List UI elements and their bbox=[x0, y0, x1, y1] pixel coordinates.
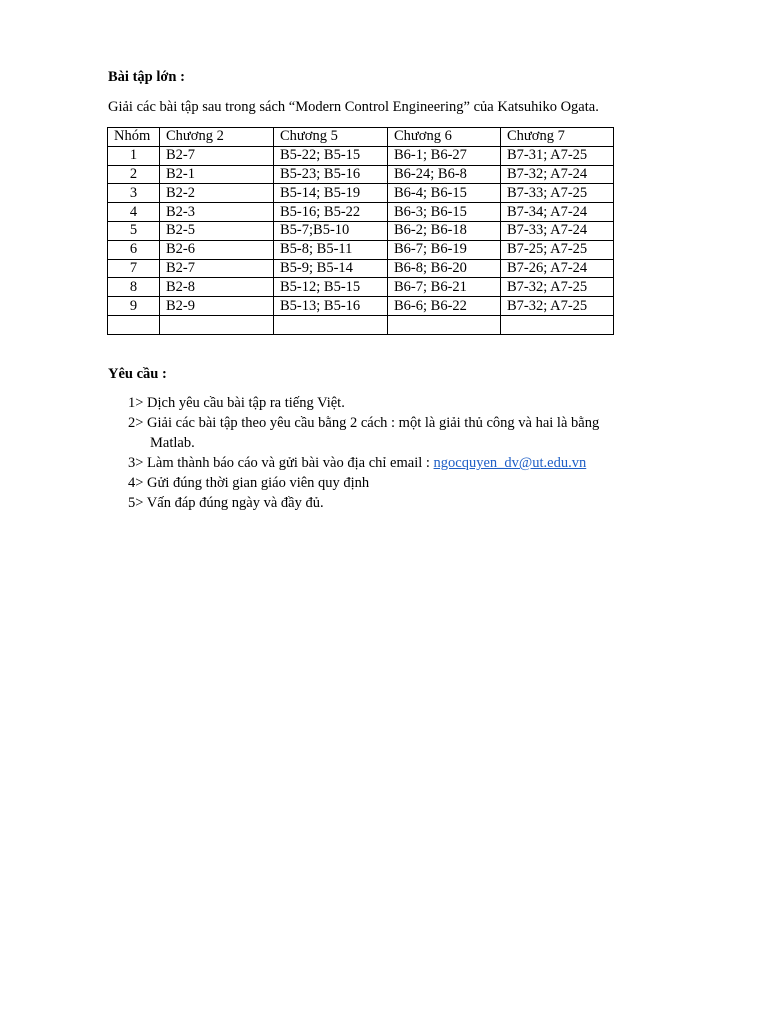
table-cell: 4 bbox=[108, 203, 160, 222]
table-header-cell: Chương 5 bbox=[274, 128, 388, 147]
table-cell: B7-33; A7-24 bbox=[501, 221, 614, 240]
table-cell: B5-9; B5-14 bbox=[274, 259, 388, 278]
table-row bbox=[108, 259, 614, 278]
table-cell: B5-8; B5-11 bbox=[274, 240, 388, 259]
table-cell bbox=[274, 315, 388, 334]
table-cell bbox=[108, 315, 160, 334]
requirements-list bbox=[128, 393, 599, 513]
table-row bbox=[108, 240, 614, 259]
table-header-cell: Chương 2 bbox=[160, 128, 274, 147]
table-cell: B7-31; A7-25 bbox=[501, 146, 614, 165]
assignment-table bbox=[107, 127, 614, 335]
table-cell: B7-32; A7-25 bbox=[501, 278, 614, 297]
table-row bbox=[108, 297, 614, 316]
table-cell: B6-6; B6-22 bbox=[388, 297, 501, 316]
requirement-item bbox=[128, 453, 599, 473]
table-cell: B2-2 bbox=[160, 184, 274, 203]
table-row bbox=[108, 203, 614, 222]
table-cell: B5-22; B5-15 bbox=[274, 146, 388, 165]
table-cell: 1 bbox=[108, 146, 160, 165]
table-cell bbox=[388, 315, 501, 334]
table-cell: B5-13; B5-16 bbox=[274, 297, 388, 316]
table-cell: 7 bbox=[108, 259, 160, 278]
table-cell: B5-14; B5-19 bbox=[274, 184, 388, 203]
table-row bbox=[108, 278, 614, 297]
table-header-cell: Chương 7 bbox=[501, 128, 614, 147]
table-cell: B5-23; B5-16 bbox=[274, 165, 388, 184]
table-header-cell: Chương 6 bbox=[388, 128, 501, 147]
table-cell: B5-7;B5-10 bbox=[274, 221, 388, 240]
table-cell: B2-6 bbox=[160, 240, 274, 259]
table-cell: B2-3 bbox=[160, 203, 274, 222]
table-row bbox=[108, 221, 614, 240]
table-cell: B5-12; B5-15 bbox=[274, 278, 388, 297]
table-cell: 8 bbox=[108, 278, 160, 297]
table-cell: B6-8; B6-20 bbox=[388, 259, 501, 278]
table-cell: B5-16; B5-22 bbox=[274, 203, 388, 222]
requirement-item: 5> Vấn đáp đúng ngày và đầy đủ. bbox=[128, 495, 324, 511]
table-cell: B6-4; B6-15 bbox=[388, 184, 501, 203]
table-cell: 5 bbox=[108, 221, 160, 240]
intro-text: Giải các bài tập sau trong sách “Modern Control Engineering” của Katsuhiko Ogata. bbox=[108, 99, 599, 115]
table-cell: B6-7; B6-21 bbox=[388, 278, 501, 297]
table-cell: B7-25; A7-25 bbox=[501, 240, 614, 259]
table-header-row bbox=[108, 128, 614, 147]
assignment-title: Bài tập lớn : bbox=[108, 69, 185, 85]
table-cell: 2 bbox=[108, 165, 160, 184]
table-cell: B7-33; A7-25 bbox=[501, 184, 614, 203]
table-cell bbox=[501, 315, 614, 334]
table-cell: B2-7 bbox=[160, 259, 274, 278]
table-cell bbox=[160, 315, 274, 334]
table-cell: B2-9 bbox=[160, 297, 274, 316]
table-header-cell: Nhóm bbox=[108, 128, 160, 147]
table-cell: B7-32; A7-25 bbox=[501, 297, 614, 316]
requirements-title: Yêu cầu : bbox=[108, 366, 167, 382]
table-cell: B2-1 bbox=[160, 165, 274, 184]
table-row bbox=[108, 146, 614, 165]
table-cell: B6-1; B6-27 bbox=[388, 146, 501, 165]
table-row bbox=[108, 315, 614, 334]
table-cell: 3 bbox=[108, 184, 160, 203]
table-cell: B6-2; B6-18 bbox=[388, 221, 501, 240]
requirement-item: 2> Giải các bài tập theo yêu cầu bằng 2 cách : một là giải thủ công và hai là bằng bbox=[128, 415, 600, 431]
table-cell: 9 bbox=[108, 297, 160, 316]
table-cell: B6-3; B6-15 bbox=[388, 203, 501, 222]
table-cell: B2-7 bbox=[160, 146, 274, 165]
requirement-item-continuation: Matlab. bbox=[150, 435, 195, 451]
table-cell: 6 bbox=[108, 240, 160, 259]
table-row bbox=[108, 184, 614, 203]
table-cell: B7-32; A7-24 bbox=[501, 165, 614, 184]
table-cell: B6-7; B6-19 bbox=[388, 240, 501, 259]
table-cell: B7-26; A7-24 bbox=[501, 259, 614, 278]
table-cell: B6-24; B6-8 bbox=[388, 165, 501, 184]
table-cell: B2-5 bbox=[160, 221, 274, 240]
requirement-item-text: 3> Làm thành báo cáo và gửi bài vào địa chỉ email : bbox=[128, 455, 434, 471]
table-row bbox=[108, 165, 614, 184]
table-cell: B2-8 bbox=[160, 278, 274, 297]
requirement-item: 4> Gửi đúng thời gian giáo viên quy định bbox=[128, 475, 370, 491]
requirement-item: 1> Dịch yêu cầu bài tập ra tiếng Việt. bbox=[128, 395, 345, 411]
email-link[interactable]: ngocquyen_dv@ut.edu.vn bbox=[433, 455, 587, 471]
table-cell: B7-34; A7-24 bbox=[501, 203, 614, 222]
